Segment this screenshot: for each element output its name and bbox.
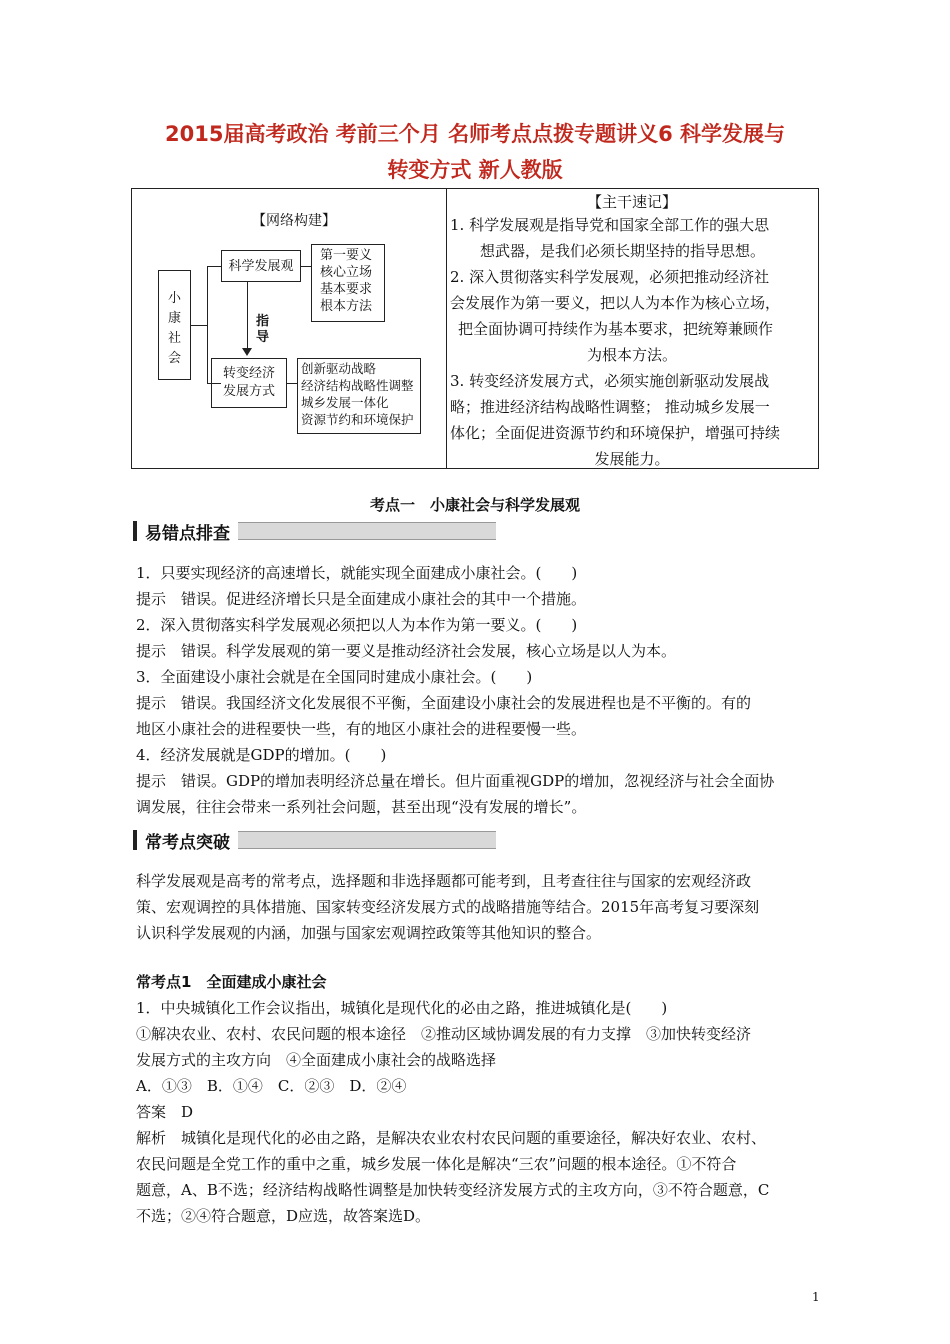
- xiaokang-char: 社: [167, 331, 181, 346]
- summary-line: 把全面协调可持续作为基本要求，把统筹兼顾作: [458, 320, 774, 338]
- xiaokang-char: 会: [167, 351, 181, 366]
- mistake-line: 调发展，往往会带来一系列社会问题，甚至出现“没有发展的增长”。: [136, 798, 587, 816]
- answer-options: A．①③ B．①④ C．②③ D．②④: [136, 1077, 407, 1095]
- summary-line: 为根本方法。: [586, 346, 677, 364]
- analysis-line: 解析 城镇化是现代化的必由之路，是解决农业农村农民问题的重要途径，解决好农业、农村、: [136, 1129, 767, 1147]
- box-zhuanbian-items: [297, 358, 421, 434]
- heading-marker: [133, 830, 137, 850]
- intro-line: 认识科学发展观的内涵，加强与国家宏观调控政策等其他知识的整合。: [136, 924, 602, 942]
- box-kexue: 科学发展观: [221, 250, 301, 282]
- connector: [301, 266, 311, 267]
- doc-title-line1: 2015届高考政治 考前三个月 名师考点点拨专题讲义6 科学发展与: [165, 122, 785, 146]
- table-divider: [446, 189, 447, 468]
- xiaokang-char: 康: [167, 311, 181, 326]
- heading-marker: [133, 521, 137, 541]
- analysis-line: 题意，A、B不选；经济结构战略性调整是加快转变经济发展方式的主攻方向，③不符合题意，C: [136, 1181, 770, 1199]
- summary-line: 3. 转变经济发展方式，必须实施创新驱动发展战: [450, 372, 770, 390]
- kexue-item: 核心立场: [320, 265, 373, 280]
- answer-line: 答案 D: [136, 1103, 194, 1121]
- summary-line: 发展能力。: [594, 450, 670, 468]
- xiaokang-char: 小: [167, 291, 181, 306]
- mistake-line: 提示 错误。科学发展观的第一要义是推动经济社会发展，核心立场是以人为本。: [136, 642, 677, 660]
- zhuanbian-item: 创新驱动战略: [301, 361, 377, 376]
- question-block: [136, 995, 816, 1229]
- box-xiaokang: [158, 270, 191, 380]
- kexue-item: 第一要义: [320, 248, 373, 263]
- mistake-line: 提示 错误。我国经济文化发展很不平衡，全面建设小康社会的发展进程也是不平衡的。有的: [136, 694, 752, 712]
- heading-bar: [238, 831, 496, 849]
- common-heading: [133, 829, 496, 851]
- question-line: ①解决农业、农村、农民问题的根本途径 ②推动区域协调发展的有力支撑 ③加快转变经济: [136, 1025, 752, 1043]
- box-zhuanbian: [211, 358, 287, 408]
- guide-char: 导: [256, 330, 270, 345]
- heading-bar: [238, 522, 496, 540]
- summary-line: 会发展作为第一要义，把以人为本作为核心立场，: [450, 294, 781, 312]
- summary-heading: 【主干速记】: [586, 193, 677, 211]
- summary-line: 略；推进经济结构战略性调整； 推动城乡发展一: [450, 398, 770, 416]
- question-line: 发展方式的主攻方向 ④全面建成小康社会的战略选择: [136, 1051, 497, 1069]
- mistake-line: 3．全面建设小康社会就是在全国同时建成小康社会。( ): [136, 668, 533, 686]
- zhuanbian-line: 发展方式: [222, 384, 275, 399]
- mistakes-heading-label: 易错点排查: [145, 523, 230, 544]
- question-line: 1．中央城镇化工作会议指出，城镇化是现代化的必由之路，推进城镇化是( ): [136, 999, 668, 1017]
- zhuanbian-line: 转变经济: [222, 366, 275, 381]
- zhuanbian-item: 资源节约和环境保护: [301, 412, 414, 427]
- kexue-item: 根本方法: [320, 299, 373, 314]
- mistake-line: 1．只要实现经济的高速增长，就能实现全面建成小康社会。( ): [136, 564, 578, 582]
- mistake-line: 地区小康社会的进程要快一些，有的地区小康社会的进程要慢一些。: [136, 720, 587, 738]
- mistakes-heading: [133, 520, 496, 542]
- intro-line: 科学发展观是高考的常考点，选择题和非选择题都可能考到，且考查往往与国家的宏观经济政: [136, 872, 752, 890]
- box-kexue-items: [311, 244, 385, 322]
- mistake-line: 2．深入贯彻落实科学发展观必须把以人为本作为第一要义。( ): [136, 616, 578, 634]
- connector: [207, 266, 208, 383]
- guide-arrow-line: [247, 282, 248, 352]
- mistake-line: 4．经济发展就是GDP的增加。( ): [136, 746, 387, 764]
- guide-char: 指: [256, 314, 270, 329]
- connector: [287, 383, 297, 384]
- page-number: 1: [812, 1290, 820, 1304]
- mistake-line: 提示 错误。GDP的增加表明经济总量在增长。但片面重视GDP的增加，忽视经济与社会全面协: [136, 772, 775, 790]
- connector: [207, 266, 221, 267]
- section-title: 考点一 小康社会与科学发展观: [369, 496, 580, 514]
- mistake-line: 提示 错误。促进经济增长只是全面建成小康社会的其中一个措施。: [136, 590, 587, 608]
- point-title: 常考点1 全面建成小康社会: [136, 973, 327, 991]
- summary-line: 2. 深入贯彻落实科学发展观，必须把推动经济社: [450, 268, 770, 286]
- mistakes-list: [136, 560, 816, 820]
- connector: [191, 325, 207, 326]
- zhuanbian-item: 经济结构战略性调整: [301, 378, 414, 393]
- summary-line: 1. 科学发展观是指导党和国家全部工作的强大思: [450, 216, 770, 234]
- summary-panel: [450, 192, 814, 472]
- kexue-item: 基本要求: [320, 282, 373, 297]
- intro-line: 策、宏观调控的具体措施、国家转变经济发展方式的战略措施等结合。2015年高考复习要深刻: [136, 898, 760, 916]
- guide-label: [256, 314, 269, 346]
- common-intro: [136, 868, 816, 946]
- diagram-heading: 【网络构建】: [252, 213, 336, 229]
- analysis-line: 不选；②④符合题意，D应选，故答案选D。: [136, 1207, 431, 1225]
- summary-line: 想武器，是我们必须长期坚持的指导思想。: [480, 242, 766, 260]
- common-heading-label: 常考点突破: [145, 832, 230, 853]
- analysis-line: 农民问题是全党工作的重中之重，城乡发展一体化是解决“三农”问题的根本途径。①不符合: [136, 1155, 737, 1173]
- zhuanbian-item: 城乡发展一体化: [301, 395, 389, 410]
- summary-line: 体化；全面促进资源节约和环境保护，增强可持续: [450, 424, 781, 442]
- arrow-down-icon: [242, 348, 252, 356]
- doc-title-line2: 转变方式 新人教版: [387, 158, 563, 182]
